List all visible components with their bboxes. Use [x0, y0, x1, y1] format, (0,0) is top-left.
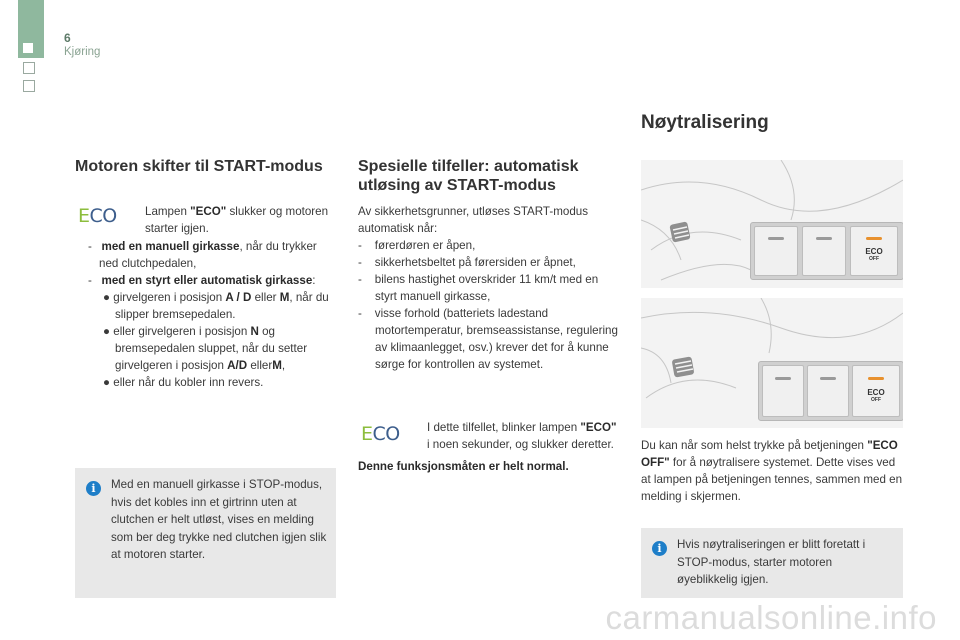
section-heading: Motoren skifter til START-modus [75, 158, 323, 175]
tab-marker-empty [23, 62, 35, 74]
page-number: 6 [64, 31, 71, 45]
info-icon: i [86, 481, 101, 496]
switch-button [762, 365, 804, 417]
eco-off-led [868, 377, 884, 380]
section-heading: Nøytralisering [641, 112, 769, 133]
section-label: Kjøring [64, 46, 101, 58]
switch-button [807, 365, 849, 417]
section-heading: Spesielle tilfeller: automatisk utløsing av START-modus [358, 158, 579, 194]
info-text: Med en manuell girkasse i STOP-modus, hvis det kobles inn et girtrinn uten at clutchen er helt utløst, vises en melding som ber deg trykke ned clutchen igjen slik at motoren starter. [111, 478, 327, 561]
info-icon: i [652, 541, 667, 556]
lamp-text: Lampen "ECO" slukker og motoren starter igjen. [145, 205, 329, 235]
list-item: - med en styrt eller automatisk girkasse: [88, 274, 316, 287]
list-item: - visse forhold (batteriets ladestand motortemperatur, bremseassistanse, regulering av klimaanlegget, osv.) krever det for å kunne sørge for kontrollen av systemet. [358, 307, 618, 371]
eco-off-led [866, 237, 882, 240]
auto-trigger-conditions [358, 203, 620, 373]
list-item: - bilens hastighet overskrider 11 km/t med en styrt manuell girkasse, [358, 273, 599, 303]
start-conditions [88, 238, 338, 391]
switch-button [802, 226, 846, 276]
eco-off-button[interactable] [850, 226, 898, 276]
switch-button [754, 226, 798, 276]
list-item: ● eller girvelgeren i posisjon N og bremsepedalen sluppet, når du setter girvelgeren i posisjon A/D ellerM, [103, 325, 308, 372]
button-panel [750, 222, 903, 280]
list-item: - med en manuell girkasse, når du trykker ned clutchpedalen, [88, 240, 317, 270]
list-item: - sikkerhetsbeltet på førersiden er åpnet, [358, 256, 576, 269]
list-item: ● eller når du kobler inn revers. [103, 376, 264, 389]
eco-off-label: ECO OFF [865, 247, 883, 262]
info-box [75, 468, 336, 598]
intro-text: Av sikkerhetsgrunner, utløses START-modus automatisk når: [358, 205, 589, 235]
dashboard-photo [641, 298, 903, 428]
info-text: Hvis nøytraliseringen er blitt foretatt i STOP-modus, starter motoren øyeblikkelig igjen. [677, 538, 866, 586]
eco-off-button[interactable] [852, 365, 900, 417]
eco-lamp-icon: ECO [78, 205, 117, 227]
list-item: - førerdøren er åpen, [358, 239, 476, 252]
button-panel [758, 361, 903, 421]
blink-text: I dette tilfellet, blinker lampen "ECO" i noen sekunder, og slukker deretter. [427, 421, 617, 451]
tab-marker-empty [23, 80, 35, 92]
eco-lamp-icon: ECO [361, 423, 400, 445]
watermark: carmanualsonline.info [605, 599, 937, 636]
tab-marker [23, 43, 33, 53]
eco-off-label: ECO OFF [867, 388, 885, 403]
neutralise-text: Du kan når som helst trykke på betjeningen "ECO OFF" for å nøytralisere systemet. Dette vises ved at lampen på betjeningen tennes, sammen med en melding i skjermen. [641, 439, 903, 503]
info-box [641, 528, 903, 598]
list-item: ● girvelgeren i posisjon A / D eller M, når du slipper bremsepedalen. [103, 291, 329, 321]
dashboard-photo [641, 160, 903, 288]
normal-note: Denne funksjonsmåten er helt normal. [358, 460, 569, 473]
